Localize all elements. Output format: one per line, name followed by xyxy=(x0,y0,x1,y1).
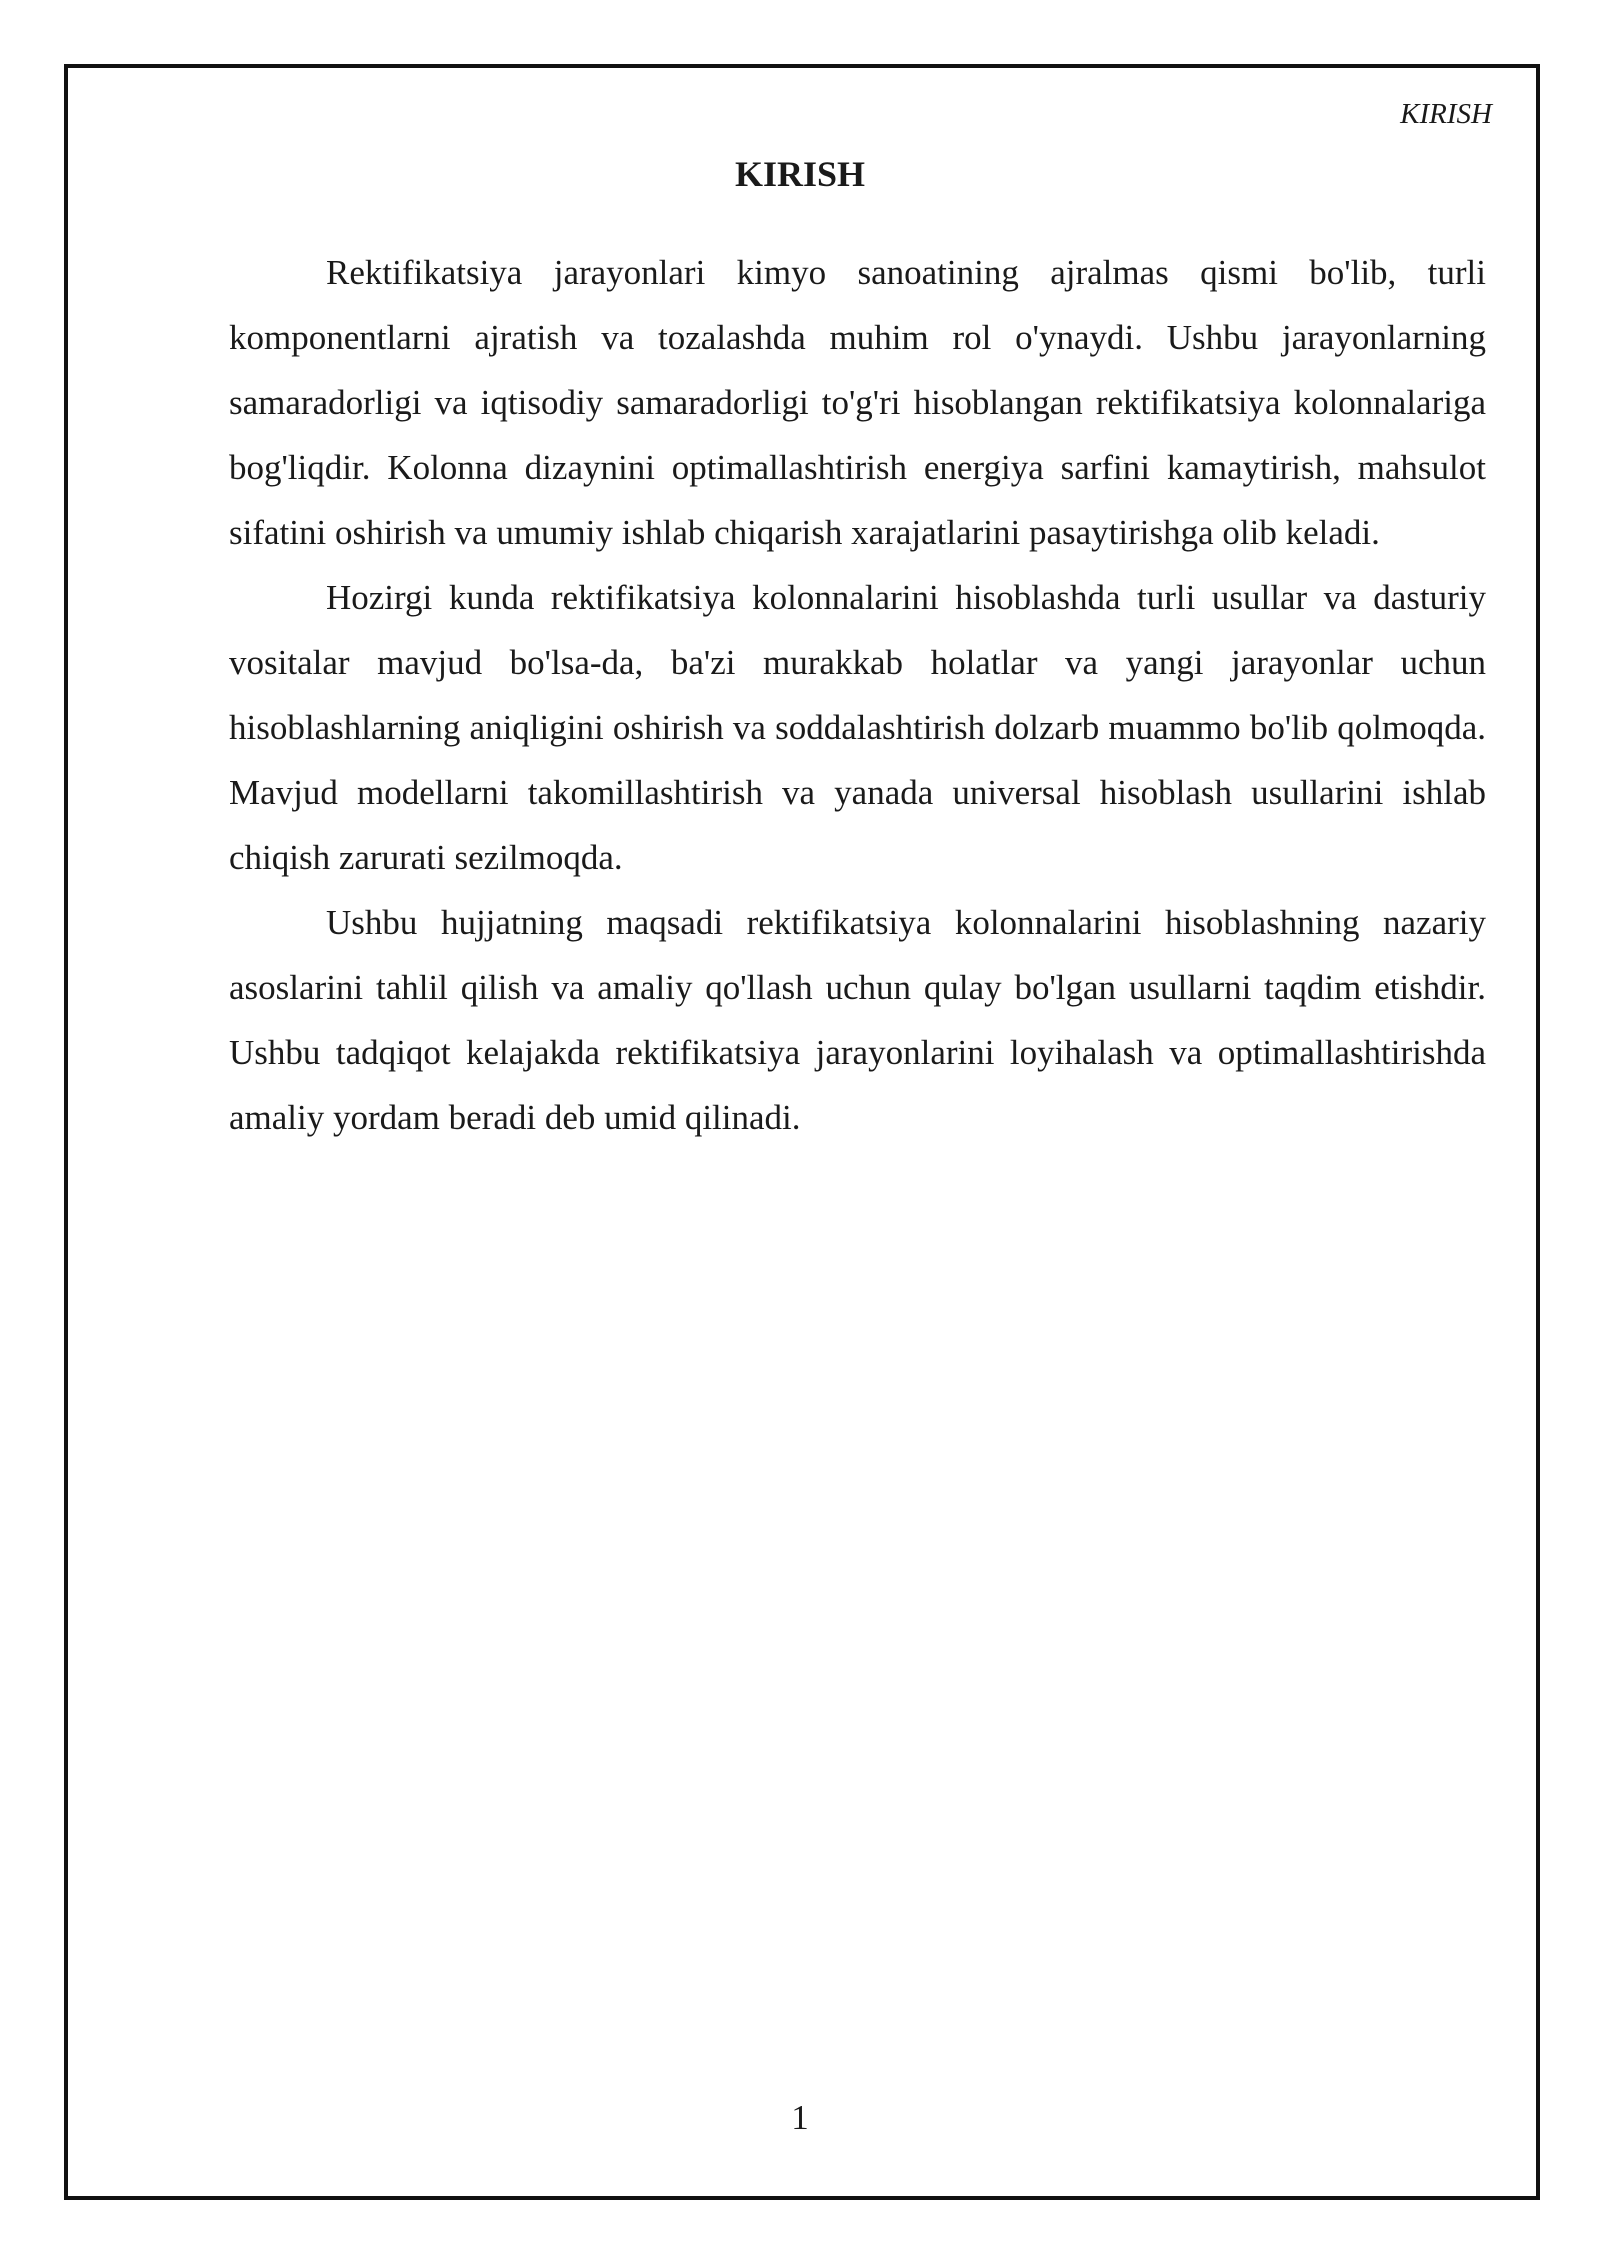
paragraph-2: Hozirgi kunda rektifikatsiya kolonnalarini hisoblashda turli usullar va dasturiy vositalar mavjud bo'lsa-da, ba'zi murakkab holatlar va yangi jarayonlar uchun hisoblashlarning aniqligini oshirish va soddalashtirish dolzarb muammo bo'lib qolmoqda. Mavjud modellarni takomillashtirish va yanada universal hisoblash usullarini ishlab chiqish zarurati sezilmoqda. xyxy=(229,578,1486,877)
running-header: KIRISH xyxy=(1400,98,1492,130)
page-number: 1 xyxy=(791,2098,809,2137)
page-title: KIRISH xyxy=(734,154,866,194)
body-text xyxy=(229,240,1486,1150)
paragraph-3: Ushbu hujjatning maqsadi rektifikatsiya kolonnalarini hisoblashning nazariy asoslarini tahlil qilish va amaliy qo'llash uchun qulay bo'lgan usullarni taqdim etishdir. Ushbu tadqiqot kelajakda rektifikatsiya jarayonlarini loyihalash va optimallashtirishda amaliy yordam beradi deb umid qilinadi. xyxy=(229,903,1486,1137)
paragraph-1: Rektifikatsiya jarayonlari kimyo sanoatining ajralmas qismi bo'lib, turli komponentlarni ajratish va tozalashda muhim rol o'ynaydi. Ushbu jarayonlarning samaradorligi va iqtisodiy samaradorligi to'g'ri hisoblangan rektifikatsiya kolonnalariga bog'liqdir. Kolonna dizaynini optimallashtirish energiya sarfini kamaytirish, mahsulot sifatini oshirish va umumiy ishlab chiqarish xarajatlarini pasaytirishga olib keladi. xyxy=(229,253,1486,552)
